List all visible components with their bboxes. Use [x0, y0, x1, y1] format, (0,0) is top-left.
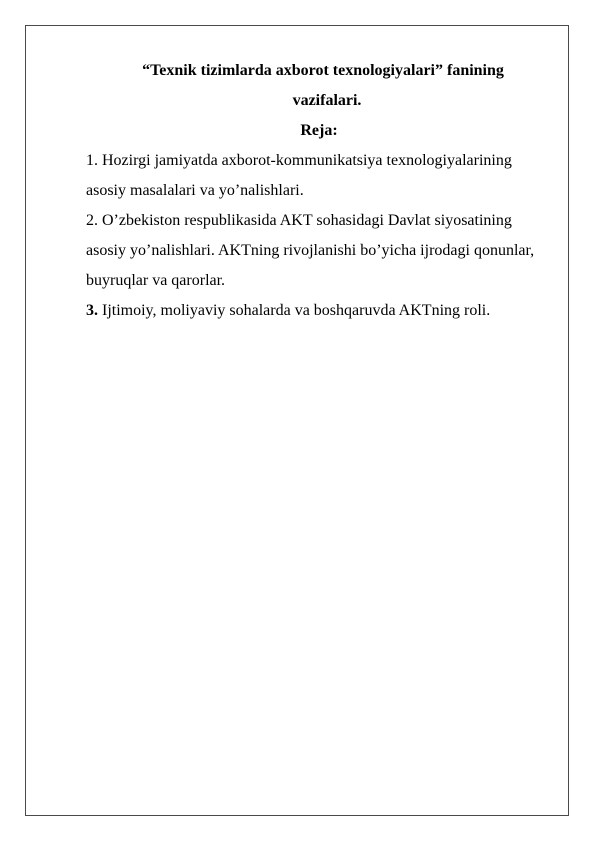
- plan-item-2: [86, 206, 548, 296]
- document-title-line1: “Texnik tizimlarda axborot texnologiyalari” fanining: [142, 62, 504, 79]
- plan-item-3: [86, 296, 548, 326]
- plan-list: [86, 146, 548, 326]
- plan-heading: Reja:: [300, 122, 338, 139]
- plan-item-number: 3.: [86, 302, 98, 319]
- document-title-line2: vazifalari.: [292, 92, 362, 109]
- document-body: [86, 56, 548, 326]
- plan-item-text: O’zbekiston respublikasida AKT sohasidagi Davlat siyosatining asosiy yo’nalishlari. AKTning rivojlanishi bo’yicha ijrodagi qonunlar, buyruqlar va qarorlar.: [86, 212, 535, 289]
- document-title: [86, 56, 548, 116]
- plan-item-text: Hozirgi jamiyatda axborot-kommunikatsiya texnologiyalarining asosiy masalalari va yo’nalishlari.: [86, 152, 512, 199]
- plan-item-number: 1.: [86, 152, 98, 169]
- plan-item-number: 2.: [86, 212, 98, 229]
- plan-item-1: [86, 146, 548, 206]
- plan-item-text: Ijtimoiy, moliyaviy sohalarda va boshqaruvda AKTning roli.: [98, 302, 491, 319]
